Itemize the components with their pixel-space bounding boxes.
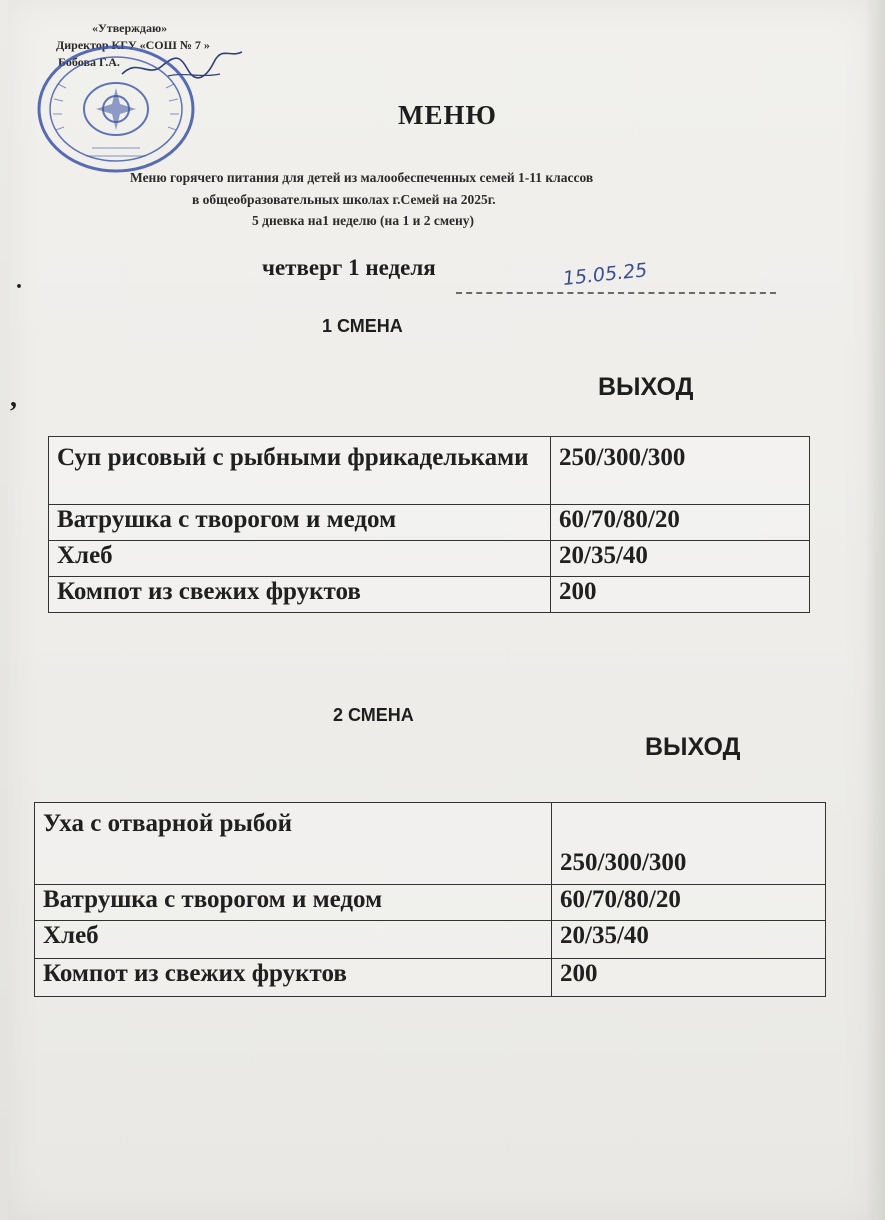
shift-2-menu-table (34, 802, 826, 997)
dish-cell: Хлеб (49, 541, 551, 577)
date-dashed-line (456, 292, 776, 294)
dish-cell: Ватрушка с творогом и медом (49, 505, 551, 541)
table-row (49, 577, 810, 613)
subtitle-line-3: 5 дневка на1 неделю (на 1 и 2 смену) (252, 213, 475, 228)
approval-line-2: Директор КГУ «СОШ № 7 » (56, 38, 210, 52)
portion-cell: 250/300/300 (551, 437, 810, 505)
paper-fold (865, 0, 885, 1220)
portion-cell: 20/35/40 (551, 541, 810, 577)
table-row (49, 541, 810, 577)
day-heading: четверг 1 неделя (262, 255, 436, 280)
handwritten-date: 15.05.25 (561, 259, 649, 290)
table-row (35, 921, 826, 959)
dish-cell: Хлеб (35, 921, 552, 959)
stray-dot: . (16, 268, 22, 294)
dish-cell: Компот из свежих фруктов (49, 577, 551, 613)
subtitle-line-2: в общеобразовательных школах г.Семей на 2025г. (192, 192, 496, 207)
dish-cell: Компот из свежих фруктов (35, 959, 552, 997)
portion-cell: 60/70/80/20 (551, 505, 810, 541)
shift-2-heading: 2 СМЕНА (333, 705, 414, 725)
stray-comma: , (10, 382, 17, 413)
page-title: МЕНЮ (398, 100, 497, 130)
table-row (35, 885, 826, 921)
shift-1-output-heading: ВЫХОД (598, 373, 694, 401)
subtitle-line-1: Меню горячего питания для детей из малообеспеченных семей 1-11 классов (130, 170, 594, 185)
official-stamp-seal (36, 44, 196, 174)
dish-cell: Суп рисовый с рыбными фрикадельками (49, 437, 551, 505)
portion-cell: 200 (551, 577, 810, 613)
shift-1-heading: 1 СМЕНА (322, 316, 403, 336)
table-row (35, 959, 826, 997)
portion-cell: 60/70/80/20 (552, 885, 826, 921)
portion-cell: 20/35/40 (552, 921, 826, 959)
approval-line-1: «Утверждаю» (92, 21, 168, 35)
dish-cell: Уха с отварной рыбой (35, 803, 552, 885)
table-row (49, 505, 810, 541)
shift-2-output-heading: ВЫХОД (645, 733, 741, 761)
shift-1-menu-table (48, 436, 810, 613)
portion-cell: 250/300/300 (552, 803, 826, 885)
table-row (35, 803, 826, 885)
table-row (49, 437, 810, 505)
approval-line-3: Бобова Г.А. (58, 55, 120, 69)
portion-cell: 200 (552, 959, 826, 997)
dish-cell: Ватрушка с творогом и медом (35, 885, 552, 921)
